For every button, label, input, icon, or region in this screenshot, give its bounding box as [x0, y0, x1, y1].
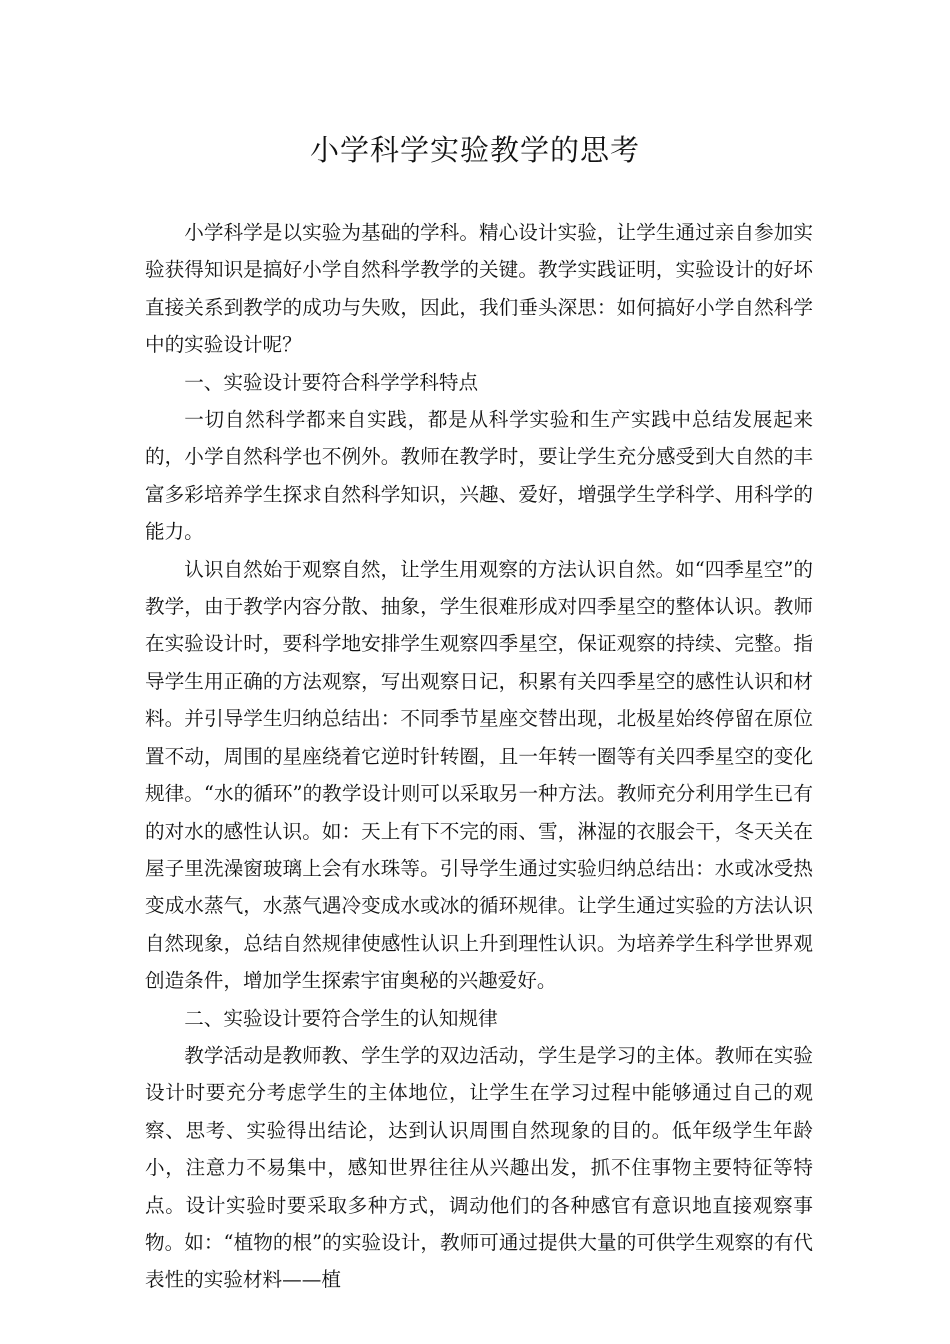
document-body — [145, 214, 813, 1299]
paragraph-section1-b: 认识自然始于观察自然，让学生用观察的方法认识自然。如“四季星空”的教学，由于教学内容分散、抽象，学生很难形成对四季星空的整体认识。教师在实验设计时，要科学地安排学生观察四季星空，保证观察的持续、完整。指导学生用正确的方法观察，写出观察日记，积累有关四季星空的感性认识和材料。并引导学生归纳总结出：不同季节星座交替出现，北极星始终停留在原位置不动，周围的星座绕着它逆时针转圈，且一年转一圈等有关四季星空的变化规律。“水的循环”的教学设计则可以采取另一种方法。教师充分利用学生已有的对水的感性认识。如：天上有下不完的雨、雪，淋湿的衣服会干，冬天关在屋子里洗澡窗玻璃上会有水珠等。引导学生通过实验归纳总结出：水或冰受热变成水蒸气，水蒸气遇冷变成水或冰的循环规律。让学生通过实验的方法认识自然现象，总结自然规律使感性认识上升到理性认识。为培养学生科学世界观创造条件，增加学生探索宇宙奥秘的兴趣爱好。 — [145, 557, 813, 993]
section-heading-1: 一、实验设计要符合科学学科特点 — [184, 370, 479, 394]
section-heading-2: 二、实验设计要符合学生的认知规律 — [184, 1006, 498, 1030]
paragraph-section1-a: 一切自然科学都来自实践，都是从科学实验和生产实践中总结发展起来的，小学自然科学也不例外。教师在教学时，要让学生充分感受到大自然的丰富多彩培养学生探求自然科学知识，兴趣、爱好，增强学生学科学、用科学的能力。 — [145, 408, 813, 544]
paragraph-intro: 小学科学是以实验为基础的学科。精心设计实验，让学生通过亲自参加实验获得知识是搞好小学自然科学教学的关键。教学实践证明，实验设计的好坏直接关系到教学的成功与失败，因此，我们垂头深思：如何搞好小学自然科学中的实验设计呢？ — [145, 221, 813, 357]
document-title: 小学科学实验教学的思考 — [309, 133, 640, 167]
paragraph-section2-a: 教学活动是教师教、学生学的双边活动，学生是学习的主体。教师在实验设计时要充分考虑学生的主体地位，让学生在学习过程中能够通过自己的观察、思考、实验得出结论，达到认识周围自然现象的目的。低年级学生年龄小，注意力不易集中，感知世界往往从兴趣出发，抓不住事物主要特征等特点。设计实验时要采取多种方式，调动他们的各种感官有意识地直接观察事物。如：“植物的根”的实验设计，教师可通过提供大量的可供学生观察的有代表性的实验材料——植 — [145, 1043, 813, 1292]
